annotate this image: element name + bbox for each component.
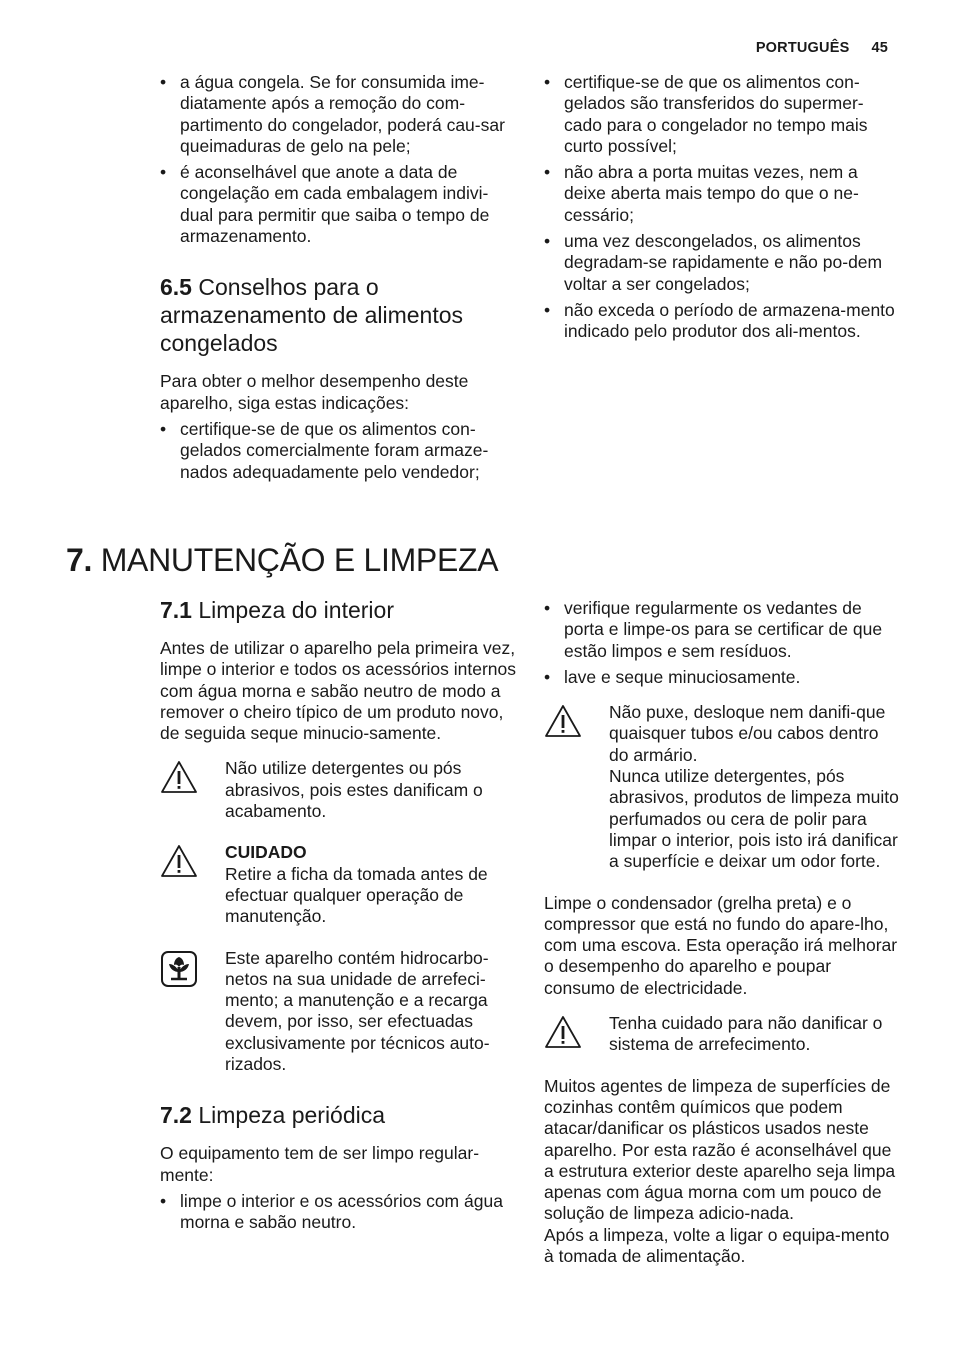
bottom-left-column bbox=[160, 596, 518, 1239]
list-item: • certifique-se de que os alimentos con-gelados são transferidos do supermer-cado para o congelador no tempo mais curto possível; bbox=[544, 72, 900, 157]
chapter-heading bbox=[66, 540, 498, 580]
section-heading-6-5 bbox=[160, 273, 518, 357]
list-item: • a água congela. Se for consumida ime-diatamente após a remoção do com-partimento do congelador, poderá cau-sar queimaduras de gelo na pele; bbox=[160, 72, 518, 157]
warning-triangle-icon bbox=[160, 760, 198, 794]
warning-text: Não utilize detergentes ou pós abrasivos, pois estes danificam o acabamento. bbox=[225, 758, 483, 822]
top-left-column bbox=[160, 72, 518, 488]
warning-triangle-icon bbox=[160, 844, 198, 878]
section-title: Conselhos para o armazenamento de alimentos congelados bbox=[160, 274, 463, 357]
list-item: • lave e seque minuciosamente. bbox=[544, 667, 900, 688]
chapter-title: MANUTENÇÃO E LIMPEZA bbox=[100, 542, 499, 578]
environment-notice bbox=[160, 948, 518, 1076]
section-number: 7.1 bbox=[160, 597, 192, 623]
warning-text: Não puxe, desloque nem danifi-que quaisquer tubos e/ou cabos dentro do armário. bbox=[609, 702, 886, 765]
bullet-list bbox=[544, 598, 900, 688]
list-item: • verifique regularmente os vedantes de porta e limpe-os para se certificar de que estão limpos e sem resíduos. bbox=[544, 598, 900, 662]
warning-notice bbox=[544, 702, 900, 872]
section-intro: Para obter o melhor desempenho deste aparelho, siga estas indicações: bbox=[160, 371, 469, 413]
bullet-list bbox=[160, 419, 518, 483]
header-language: PORTUGUÊS bbox=[755, 40, 850, 56]
section-title: Limpeza periódica bbox=[198, 1102, 386, 1129]
caution-text: Retire a ficha da tomada antes de efectuar qualquer operação de manutenção. bbox=[225, 863, 488, 927]
warning-notice bbox=[160, 758, 518, 822]
paragraph: Após a limpeza, volte a ligar o equipa-mento à tomada de alimentação. bbox=[544, 1224, 890, 1267]
bullet-list bbox=[160, 72, 518, 247]
environment-text: Este aparelho contém hidrocarbo-netos na sua unidade de arrefeci-mento; a manutenção e a recarga devem, por isso, ser efectuadas exclusivamente por técnicos auto-rizados. bbox=[225, 947, 490, 1075]
chapter-number: 7. bbox=[66, 542, 93, 578]
paragraph: Antes de utilizar o aparelho pela primeira vez, limpe o interior e todos os acessórios internos com água morna e sabão neutro de modo a remover o cheiro típico de um produto novo, de seguida seque minucio-samente. bbox=[160, 638, 517, 744]
section-heading-7-2 bbox=[160, 1101, 518, 1129]
section-heading-7-1 bbox=[160, 596, 518, 624]
list-item: • certifique-se de que os alimentos con-gelados comercialmente foram armaze-nados adequadamente pelo vendedor; bbox=[160, 419, 518, 483]
paragraph: Limpe o condensador (grelha preta) e o compressor que está no fundo do apare-lho, com uma escova. Esta operação irá melhorar o desempenho do aparelho e poupar consumo de electricidade. bbox=[544, 892, 898, 998]
section-intro: O equipamento tem de ser limpo regular-mente: bbox=[160, 1143, 480, 1185]
paragraph: Muitos agentes de limpeza de superfícies de cozinhas contêm químicos que podem atacar/danificar os plásticos usados neste aparelho. Por esta razão é aconselhável que a estrutura exterior deste aparelho seja limpa apenas com água morna com um pouco de solução de limpeza adicio-nada. bbox=[544, 1075, 896, 1224]
list-item: • não abra a porta muitas vezes, nem a deixe aberta mais tempo do que o ne-cessário; bbox=[544, 162, 900, 226]
section-number: 6.5 bbox=[160, 274, 192, 301]
warning-text: Nunca utilize detergentes, pós abrasivos, produtos de limpeza muito perfumados ou cera de polir para limpar o interior, pois isto irá danificar a superfície e deixar um odor forte. bbox=[609, 766, 899, 872]
bottom-right-column bbox=[544, 598, 900, 1267]
caution-title: CUIDADO bbox=[225, 842, 307, 863]
list-item: • não exceda o período de armazena-mento indicado pelo produtor dos ali-mentos. bbox=[544, 300, 900, 343]
list-item: • uma vez descongelados, os alimentos degradam-se rapidamente e não po-dem voltar a ser congelados; bbox=[544, 231, 900, 295]
page-number: 45 bbox=[871, 40, 888, 56]
page-header bbox=[756, 38, 888, 59]
section-number: 7.2 bbox=[160, 1102, 192, 1129]
warning-triangle-icon bbox=[544, 1015, 582, 1049]
warning-text: Tenha cuidado para não danificar o sistema de arrefecimento. bbox=[609, 1013, 883, 1055]
warning-notice bbox=[544, 1013, 900, 1056]
top-right-column bbox=[544, 72, 900, 348]
bullet-list bbox=[160, 1191, 518, 1234]
list-item: • é aconselhável que anote a data de congelação em cada embalagem indivi-dual para permitir que saiba o tempo de armazenamento. bbox=[160, 162, 518, 247]
bullet-list bbox=[544, 72, 900, 343]
section-title: Limpeza do interior bbox=[198, 597, 394, 623]
list-item: • limpe o interior e os acessórios com água morna e sabão neutro. bbox=[160, 1191, 518, 1234]
caution-notice bbox=[160, 842, 518, 927]
warning-triangle-icon bbox=[544, 704, 582, 738]
environment-flower-icon bbox=[160, 950, 198, 988]
